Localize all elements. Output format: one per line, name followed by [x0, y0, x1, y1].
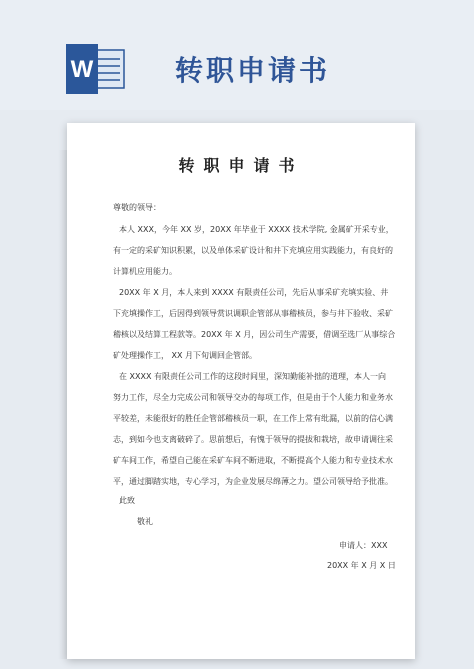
paragraph-line: 本人 XXX，今年 XX 岁，20XX 年毕业于 XXXX 技术学院, 金属矿开采专业，	[119, 225, 394, 234]
paragraph-line: 稽核以及结算工程款等。20XX 年 X 月，因公司生产需要，借调至选厂从事综合	[113, 330, 396, 339]
closing-cizhi: 此致	[119, 496, 135, 505]
paragraph-line: 志，到如今也支离破碎了。思前想后，有愧于领导的提拔和栽培，故申请调往采	[113, 435, 393, 444]
paragraph-line: 平较差，未能很好的胜任企管部稽核员一职，在工作上常有纰漏，以前的信心满	[113, 414, 393, 423]
paragraph-line: 下充填操作工，后因得到领导赏识调职企管部从事稽核员，参与井下验收、采矿	[113, 309, 393, 318]
header-banner	[0, 0, 474, 110]
document-title: 转职申请书	[178, 156, 304, 175]
paragraph-line: 计算机应用能力。	[113, 267, 177, 276]
paragraph-line: 20XX 年 X 月，本人来到 XXXX 有限责任公司，先后从事采矿充填实验、井	[119, 288, 389, 297]
applicant-signature: 申请人：XXX	[339, 541, 388, 550]
paragraph-line: 矿车间工作，希望自己能在采矿车间不断进取，不断提高个人能力和专业技术水	[113, 456, 393, 465]
application-date: 20XX 年 X 月 X 日	[327, 561, 396, 570]
paragraph-line: 努力工作，尽全力完成公司和领导交办的每项工作，但是由于个人能力和业务水	[113, 393, 393, 402]
paragraph-line: 在 XXXX 有限责任公司工作的这段时间里，深知勤能补拙的道理，本人一向	[119, 372, 387, 381]
word-icon	[66, 44, 126, 94]
paragraph-1	[113, 219, 394, 282]
word-logo-letter: W	[70, 56, 94, 83]
header-title: 转职申请书	[175, 54, 331, 87]
document-page	[67, 123, 415, 659]
salutation: 尊敬的领导：	[113, 203, 161, 212]
closing-jingli: 敬礼	[137, 517, 153, 526]
paragraph-2	[113, 282, 396, 366]
paragraph-line: 矿处理操作工， XX 月下旬调回企管部。	[113, 351, 258, 360]
paragraph-line: 有一定的采矿知识积累，以及单体采矿设计和井下充填应用实践能力，有良好的	[113, 246, 393, 255]
paragraph-line: 平，通过脚踏实地，专心学习，为企业发展尽绵薄之力。望公司领导给予批准。	[113, 477, 393, 486]
paragraph-3	[113, 366, 393, 492]
